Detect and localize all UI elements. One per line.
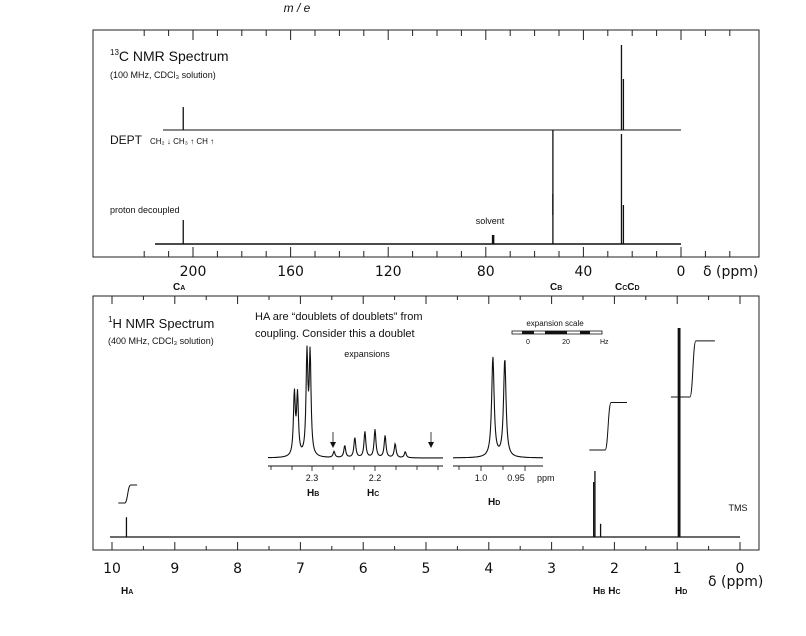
coupling-note-line1: HA are “doublets of doublets” from xyxy=(255,311,423,323)
h1-integrals xyxy=(118,341,715,503)
expansion2-label-hd xyxy=(488,497,500,508)
h1-tick-0: 0 xyxy=(735,561,745,577)
c13-label-cb xyxy=(550,282,562,293)
h1-tick-7: 7 xyxy=(295,561,305,577)
h1-tick-9: 9 xyxy=(170,561,180,577)
solvent-annotation: solvent xyxy=(475,216,505,226)
c13-tick-160: 160 xyxy=(277,264,304,280)
h1-x-tick-labels xyxy=(103,561,744,577)
c13-top-ticks xyxy=(144,30,730,40)
pd-peaks xyxy=(183,134,623,244)
expansion1-arrow-right xyxy=(428,432,434,448)
h1-hb-sub: B xyxy=(600,589,606,596)
h1-bottom-ticks xyxy=(112,542,740,550)
exp2-hd-sub: D xyxy=(495,500,501,507)
h1-tick-10: 10 xyxy=(103,561,121,577)
h1-integral-trace xyxy=(589,402,627,450)
c13-x-tick-labels xyxy=(180,264,686,280)
c13-tick-0: 0 xyxy=(676,264,686,280)
c13-label-cc-sub: C xyxy=(622,285,628,292)
c13-label-cd-sub: D xyxy=(634,285,640,292)
expansion2-trace xyxy=(453,357,543,458)
h1-subtitle: (400 MHz, CDCl₃ solution) xyxy=(108,336,214,346)
expansion2-tick-1-0: 1.0 xyxy=(474,473,488,483)
h1-tick-1: 1 xyxy=(672,561,682,577)
h1-tick-6: 6 xyxy=(358,561,368,577)
expansion-scale-fill-1 xyxy=(522,331,534,334)
dept-label: DEPT xyxy=(110,133,143,147)
tms-label: TMS xyxy=(728,503,748,513)
proton-decoupled-label: proton decoupled xyxy=(110,205,180,215)
h1-hd-main: H xyxy=(675,586,683,597)
h1-peaks xyxy=(126,328,679,537)
expansion1-tick-2-3: 2.3 xyxy=(305,473,319,483)
expansion2-ticks xyxy=(459,466,525,471)
c13-title-sup: 13 xyxy=(110,48,119,57)
exp1-hc-main: H xyxy=(367,488,375,499)
c13-subtitle: (100 MHz, CDCl₃ solution) xyxy=(110,70,216,80)
expansion1-trace xyxy=(268,346,443,458)
expansion-scale-unit: Hz xyxy=(600,339,609,346)
exp2-hd-main: H xyxy=(488,497,496,508)
coupling-note-line2: coupling. Consider this a doublet xyxy=(255,328,415,340)
h1-tick-8: 8 xyxy=(233,561,243,577)
h1-label-hd xyxy=(675,586,687,597)
c13-tick-200: 200 xyxy=(179,264,207,280)
expansion1-label-hb xyxy=(307,488,319,499)
h1-tick-5: 5 xyxy=(421,561,431,577)
c13-label-cb-sub: B xyxy=(557,285,563,292)
c13-tick-120: 120 xyxy=(374,264,402,280)
c13-label-ca-sub: A xyxy=(180,285,186,292)
c13-title xyxy=(110,48,229,64)
h1-x-axis-label: δ (ppm) xyxy=(708,574,764,590)
dept-legend: CH₂ ↓ CH₃ ↑ CH ↑ xyxy=(150,137,215,146)
c13-label-ca xyxy=(173,282,185,293)
h1-ha-main: H xyxy=(121,586,129,597)
h1-hc-sub: C xyxy=(615,589,621,596)
expansion1-arrow-left xyxy=(330,432,336,448)
c13-bottom-ticks xyxy=(144,247,730,257)
expansion-scale-fill-3 xyxy=(580,331,590,334)
expansions-title: expansions xyxy=(344,349,390,359)
h1-title-sup: 1 xyxy=(108,315,113,324)
h1-hb-main: H xyxy=(593,586,601,597)
expansion-scale-fill-2 xyxy=(545,331,567,334)
h1-top-ticks xyxy=(112,296,740,304)
c13-label-cd-main: C xyxy=(627,282,635,293)
exp1-hb-sub: B xyxy=(314,491,320,498)
exp1-hc-sub: C xyxy=(374,491,380,498)
c13-label-cb-main: C xyxy=(550,282,558,293)
expansion1-ticks xyxy=(271,466,438,471)
mass-axis-caption: m / e xyxy=(283,1,311,15)
expansion2-tick-0-95: 0.95 xyxy=(507,473,525,483)
h1-title xyxy=(108,315,214,331)
h1-integral-trace xyxy=(671,341,715,397)
h1-ha-sub: A xyxy=(128,589,134,596)
expansion-scale-tick-20: 20 xyxy=(562,339,570,346)
h1-hd-sub: D xyxy=(682,589,688,596)
expansion-scale-title: expansion scale xyxy=(526,319,584,328)
c13-label-ca-main: C xyxy=(173,282,181,293)
h1-label-ha xyxy=(121,586,133,597)
h1-frame xyxy=(93,296,759,550)
exp1-hb-main: H xyxy=(307,488,315,499)
c13-tick-80: 80 xyxy=(476,264,495,280)
h1-tick-4: 4 xyxy=(484,561,494,577)
c13-x-axis-label: δ (ppm) xyxy=(703,264,759,280)
c13-tick-40: 40 xyxy=(574,264,593,280)
expansion2-unit: ppm xyxy=(537,473,555,483)
expansion1-tick-2-2: 2.2 xyxy=(368,473,382,483)
c13-label-cccd xyxy=(615,282,640,293)
expansion-scale-tick-0: 0 xyxy=(526,339,530,346)
h1-hc-main: H xyxy=(608,586,616,597)
c13-label-cc-main: C xyxy=(615,282,623,293)
h1-tick-3: 3 xyxy=(547,561,557,577)
h1-tick-2: 2 xyxy=(609,561,619,577)
h1-integral-trace xyxy=(118,485,137,503)
c13-title-main: C NMR Spectrum xyxy=(118,48,229,64)
h1-title-main: H NMR Spectrum xyxy=(112,316,215,331)
expansion1-label-hc xyxy=(367,488,379,499)
h1-label-hbhc xyxy=(593,586,621,597)
